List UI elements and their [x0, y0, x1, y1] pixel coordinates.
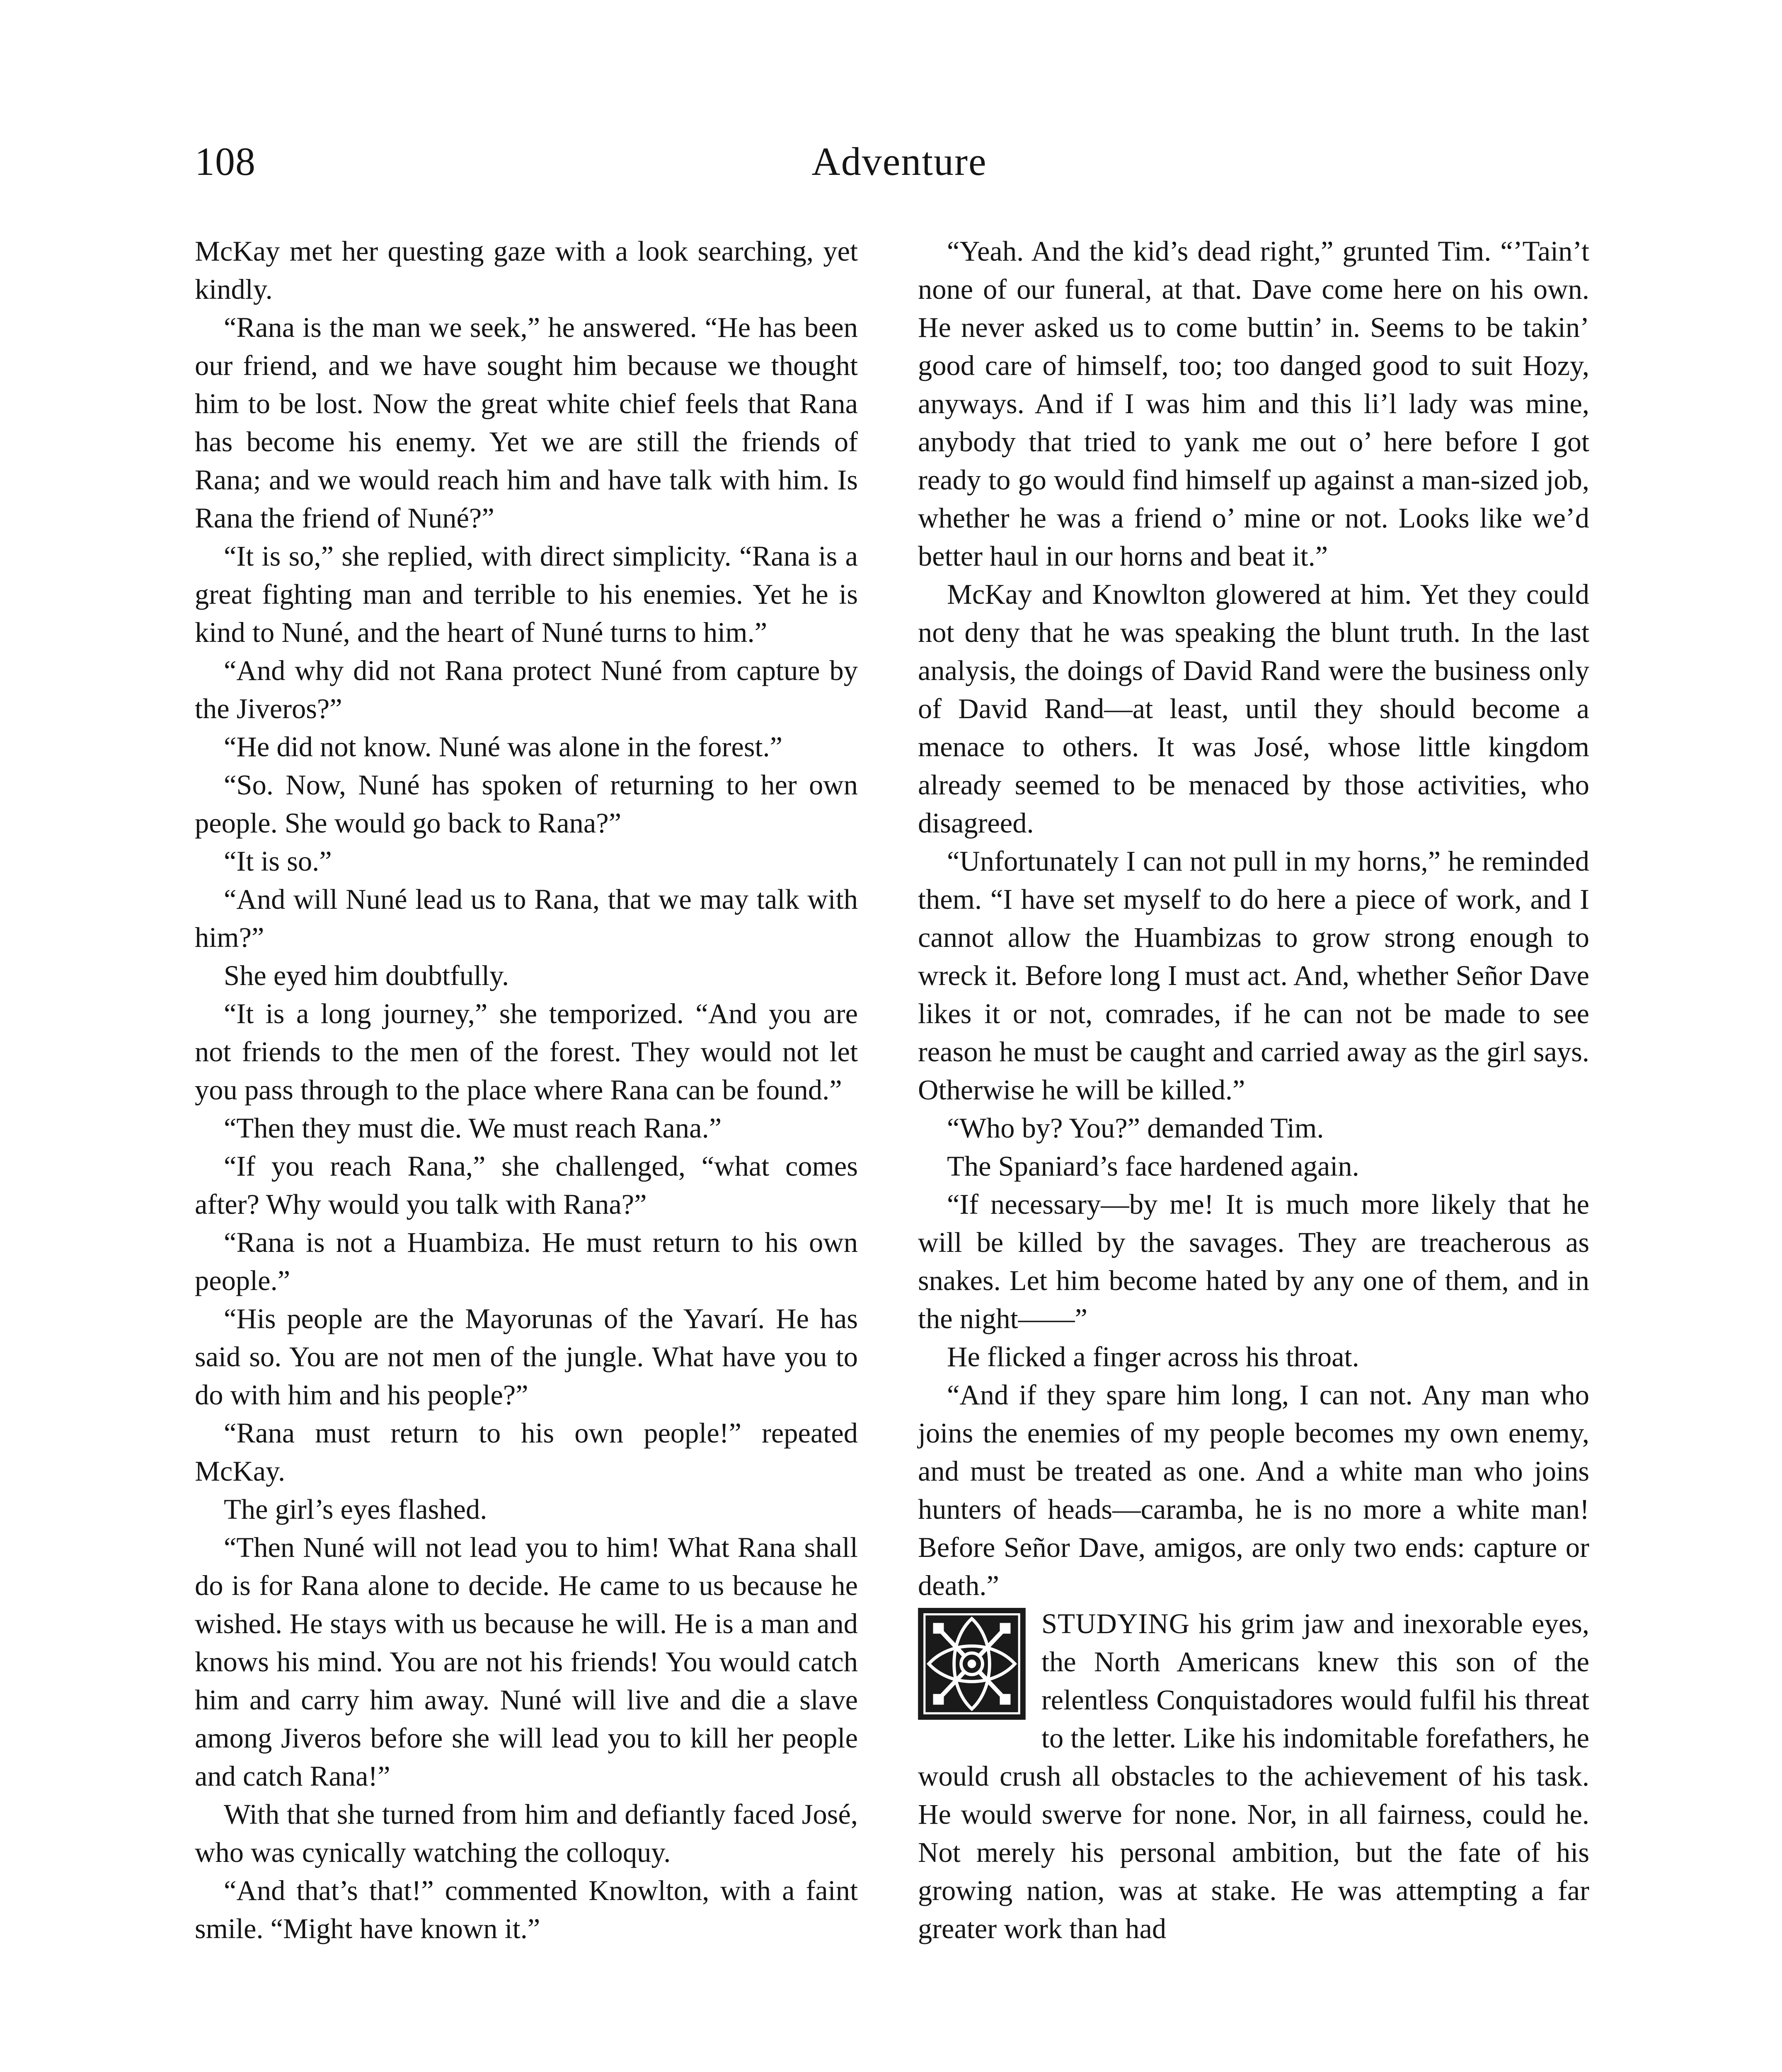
- running-title: Adventure: [811, 139, 987, 184]
- paragraph: “Then Nuné will not lead you to him! What Rana shall do is for Rana alone to decide. He came to us because he wished. He stays with us because he will. He is a man and knows his mind. You are not his friends! You would catch him and carry him away. Nuné will live and die a slave among Jiveros before she will lead you to kill her people and catch Rana!”: [195, 1532, 858, 1792]
- paragraph: McKay and Knowlton glowered at him. Yet they could not deny that he was speaking the blunt truth. In the last analysis, the doings of David Rand were the business only of David Rand—at least, until they should become a menace to others. It was José, whose little kingdom already seemed to be menaced by those activities, who disagreed.: [918, 579, 1589, 839]
- paragraph: “If necessary—by me! It is much more likely that he will be killed by the savages. They are treacherous as snakes. Let him become hated by any one of them, and in the night——”: [918, 1188, 1589, 1334]
- paragraph: “Rana is the man we seek,” he answered. “He has been our friend, and we have sought him because we thought him to be lost. Now the great white chief feels that Rana has become his enemy. Yet we are still the friends of Rana; and we would reach him and have talk with him. Is Rana the friend of Nuné?”: [195, 312, 858, 534]
- paragraph: “And if they spare him long, I can not. Any man who joins the enemies of my people becomes my own enemy, and must be treated as one. And a white man who joins hunters of heads—caramba, he is no more a white man! Before Señor Dave, amigos, are only two ends: capture or death.”: [918, 1379, 1589, 1601]
- paragraph: “And that’s that!” commented Knowlton, with a faint smile. “Might have known it.”: [195, 1875, 858, 1944]
- paragraph: “It is so,” she replied, with direct simplicity. “Rana is a great fighting man and terrible to his enemies. Yet he is kind to Nuné, and the heart of Nuné turns to him.”: [195, 540, 858, 648]
- paragraph: With that she turned from him and defiantly faced José, who was cynically watching the colloquy.: [195, 1798, 858, 1868]
- paragraph: “And why did not Rana protect Nuné from capture by the Jiveros?”: [195, 655, 858, 724]
- paragraph: The Spaniard’s face hardened again.: [947, 1150, 1359, 1182]
- paragraph: “He did not know. Nuné was alone in the forest.”: [224, 731, 783, 762]
- section-lead-in: STUDYING: [1041, 1608, 1190, 1639]
- paragraph: “It is a long journey,” she temporized. “And you are not friends to the men of the forest. They would not let you pass through to the place where Rana can be found.”: [195, 998, 858, 1106]
- paragraph: “If you reach Rana,” she challenged, “what comes after? Why would you talk with Rana?”: [195, 1150, 858, 1220]
- paragraph: She eyed him doubtfully.: [224, 960, 509, 991]
- paragraph: “Then they must die. We must reach Rana.”: [224, 1112, 722, 1144]
- paragraph: “Unfortunately I can not pull in my horns,” he reminded them. “I have set myself to do here a piece of work, and I cannot allow the Huambizas to grow strong enough to wreck it. Before long I must act. And, whether Señor Dave likes it or not, comrades, if he can not be made to see reason he must be caught and carried away as the girl says. Otherwise he will be killed.”: [918, 845, 1589, 1106]
- paragraph: “Rana must return to his own people!” repeated McKay.: [195, 1417, 858, 1487]
- right-column: [918, 232, 1589, 1948]
- paragraph: McKay met her questing gaze with a look searching, yet kindly.: [195, 235, 858, 305]
- section-text: his grim jaw and inexorable eyes, the North Americans knew this son of the relentless Conquistadores would fulfil his threat to the letter. Like his indomitable forefathers, he would crush all obstacles to the achievement of his task. He would swerve for none. Nor, in all fairness, could he. Not merely his personal ambition, but the fate of his growing nation, was at stake. He was attempting a far greater work than had: [918, 1608, 1590, 1944]
- paragraph: “Rana is not a Huambiza. He must return to his own people.”: [195, 1227, 858, 1296]
- paragraph: The girl’s eyes flashed.: [224, 1493, 487, 1525]
- page-number: 108: [195, 139, 256, 184]
- paragraph: “And will Nuné lead us to Rana, that we may talk with him?”: [195, 884, 858, 953]
- paragraph: “So. Now, Nuné has spoken of returning to her own people. She would go back to Rana?”: [195, 769, 858, 839]
- paragraph: He flicked a finger across his throat.: [947, 1341, 1359, 1372]
- paragraph: “His people are the Mayorunas of the Yavarí. He has said so. You are not men of the jungle. What have you to do with him and his people?”: [195, 1303, 858, 1411]
- running-head: [195, 139, 1604, 184]
- paragraph: “Yeah. And the kid’s dead right,” grunted Tim. “’Tain’t none of our funeral, at that. Dave come here on his own. He never asked us to come buttin’ in. Seems to be takin’ good care of himself, too; too danged good to suit Hozy, anyways. And if I was him and this li’l lady was mine, anybody that tried to yank me out o’ here before I got ready to go would find himself up against a man-sized job, whether he was a friend o’ mine or not. Looks like we’d better haul in our horns and beat it.”: [918, 235, 1589, 572]
- section-opening-paragraph: [918, 1605, 1589, 1948]
- paragraph: “Who by? You?” demanded Tim.: [947, 1112, 1324, 1144]
- celtic-knot-ornament-icon: [918, 1608, 1026, 1720]
- paragraph: “It is so.”: [224, 845, 332, 877]
- left-column: [195, 232, 858, 1948]
